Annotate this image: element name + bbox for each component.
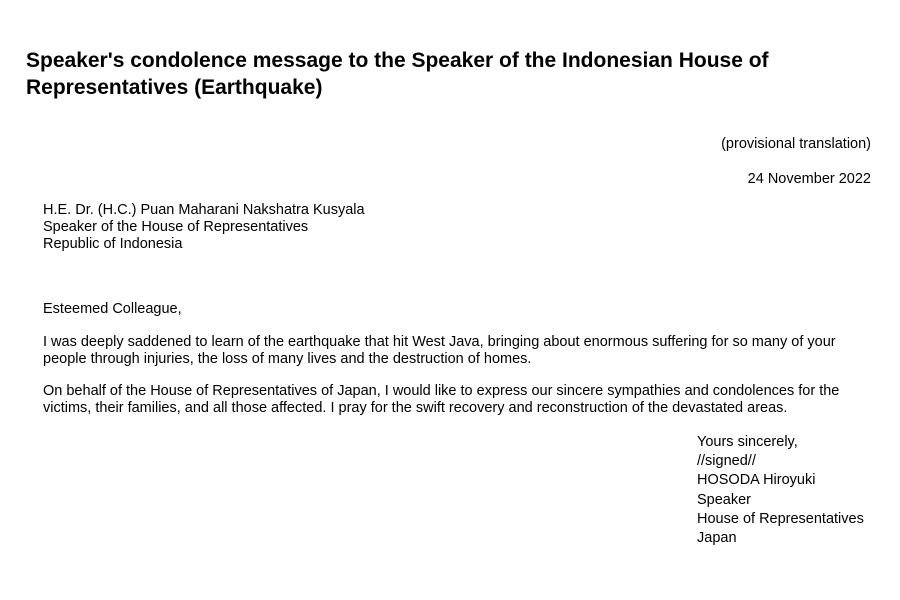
letter-date: 24 November 2022 (747, 171, 871, 187)
recipient-address (43, 202, 365, 253)
document-title: Speaker's condolence message to the Speaker of the Indonesian House of Representatives (Earthquake) (26, 49, 769, 99)
recipient-country: Republic of Indonesia (43, 236, 183, 252)
translation-note: (provisional translation) (721, 136, 871, 152)
closing-block (697, 433, 864, 548)
body-paragraph: I was deeply saddened to learn of the earthquake that hit West Java, bringing about enormous suffering for so many of your people through injuries, the loss of many lives and the destruction of homes. (43, 334, 836, 367)
signer-position: Speaker (697, 491, 752, 508)
body-paragraph: On behalf of the House of Representatives of Japan, I would like to express our sincere sympathies and condolences for the victims, their families, and all those affected. I pray for the swift recovery and reconstruction of the devastated areas. (43, 383, 840, 416)
valediction: Yours sincerely, (697, 434, 798, 450)
recipient-title: Speaker of the House of Representatives (43, 219, 309, 235)
recipient-name: H.E. Dr. (H.C.) Puan Maharani Nakshatra Kusyala (43, 202, 365, 218)
salutation: Esteemed Colleague, (43, 301, 182, 317)
signature: //signed// (697, 453, 756, 470)
signer-organization: House of Representatives (697, 510, 864, 527)
signer-name: HOSODA Hiroyuki (697, 472, 816, 489)
signer-country: Japan (697, 530, 737, 547)
